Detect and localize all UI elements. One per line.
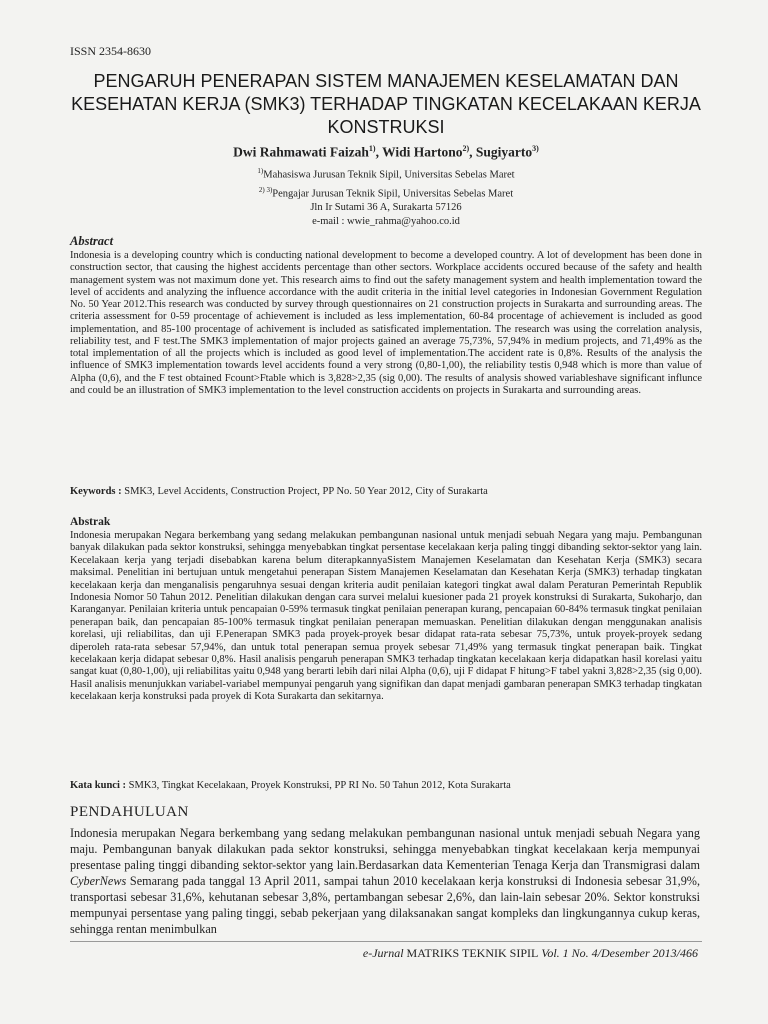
title-line-3: KONSTRUKSI bbox=[327, 117, 445, 137]
footer-suffix: Vol. 1 No. 4/Desember 2013/466 bbox=[538, 946, 698, 960]
author-1-marker: 1) bbox=[368, 144, 376, 153]
keywords bbox=[70, 486, 702, 497]
author-list: Dwi Rahmawati Faizah$^{1)}$, Widi Hartono$^{2)}$, Sugiyarto$^{3)}$ bbox=[233, 144, 539, 160]
kata-kunci-text: SMK3, Tingkat Kecelakaan, Proyek Konstruksi, PP RI No. 50 Tahun 2012, Kota Surakarta bbox=[126, 780, 511, 791]
address: Jln Ir Sutami 36 A, Surakarta 57126 bbox=[310, 202, 462, 213]
author-2-marker: 2) bbox=[462, 144, 470, 153]
affiliations bbox=[70, 164, 702, 229]
keywords-label: Keywords : bbox=[70, 486, 122, 497]
email: e-mail : wwie_rahma@yahoo.co.id bbox=[312, 216, 460, 227]
abstract-text: Indonesia is a developing country which is conducting national development to become a developed country. A lot of development has been done in construction sector, that causing the highest accidents percentage than other sectors. Workplace accidents occured because of the safety and health management system was not maximum done yet. This research aims to find out the safety management system and health implementation toward the level of accidents and analyzing the influence accordance with the audit criteria in the initial level categories in Indonesian Government Regulation No. 50 Year 2012.This research was conducted by survey through questionnaires on 21 construction projects in Surakarta and surrounding areas. The criteria assessment for 0-59 procentage of achievement is included as less implementation, 60-84 procentage of achievement is included as good implementation, and 85-100 procentage of achivement is included as satisficated implementation. The research was using the correlation analysis, reliability test, and F test.The SMK3 implementation of major projects gained an average 75,73%, 57,94% in medium projects, and 71,49% as the total implementation of all the projects which is included as good level of implementation.The accident rate is 0,8%. Results of the analysis the influence of SMK3 implementation towards level accidents found a very strong (0,80-1,00), the reliability testis 0,948 which is more than value of Alpha (0,6), and the F test obtained Fcount>Ftable which is 3,828>2,35 (sig 0,00). The results of analysis showed variableshave significant influnce and could be an illustration of SMK3 implementation to the level construction accidents on projects in Surakarta and surrounding areas. bbox=[70, 250, 702, 396]
author-3-marker: 3) bbox=[532, 144, 539, 153]
footer bbox=[363, 946, 698, 961]
pendahuluan-italic: CyberNews bbox=[70, 874, 127, 888]
affiliation-2 bbox=[70, 183, 702, 202]
title-line-1: PENGARUH PENERAPAN SISTEM MANAJEMEN KESELAMATAN DAN bbox=[93, 71, 679, 91]
affiliation-1-text: Mahasiswa Jurusan Teknik Sipil, Universitas Sebelas Maret bbox=[263, 169, 515, 181]
kata-kunci bbox=[70, 780, 702, 791]
footer-journal: MATRIKS TEKNIK SIPIL bbox=[406, 946, 539, 960]
abstract-heading: Abstract bbox=[70, 234, 114, 248]
issn-label: ISSN 2354-8630 bbox=[70, 44, 152, 58]
pendahuluan-text-2: Semarang pada tanggal 13 April 2011, sampai tahun 2010 kecelakaan kerja konstruksi di Indonesia sebesar 31,9%, transportasi sebesar 31,6%, kehutanan sebesar 3,8%, pertambangan sebesar 2,6%, dan lain-lain sebesar 20%. Sektor konstruksi mempunyai persentase yang paling tinggi, sebab pekerjaan yang dilaksanakan sangat kompleks dan lingkungannya cukup keras, sehingga rentan menimbulkan bbox=[70, 874, 700, 936]
kata-kunci-label: Kata kunci : bbox=[70, 780, 127, 791]
author-1: Dwi Rahmawati Faizah bbox=[233, 144, 369, 160]
pendahuluan-text-1: Indonesia merupakan Negara berkembang yang sedang melakukan pembangunan nasional untuk menjadi sebuah Negara yang maju. Pembangunan banyak dilakukan pada sektor konstruksi, sehingga menyebabkan tingkat kecelakaan kerja mempunyai presentase paling tinggi dibanding sektor-sektor yang lain.Berdasarkan data Kementerian Tenaga Kerja dan Transmigrasi dalam bbox=[70, 826, 700, 872]
affiliation-2-marker: 2) 3) bbox=[258, 185, 273, 194]
author-2: Widi Hartono bbox=[382, 144, 463, 160]
pendahuluan-text bbox=[70, 825, 700, 937]
keywords-text: SMK3, Level Accidents, Construction Project, PP No. 50 Year 2012, City of Surakarta bbox=[121, 486, 488, 497]
affiliation-1 bbox=[70, 164, 702, 183]
pendahuluan-heading: PENDAHULUAN bbox=[70, 804, 189, 820]
affiliation-1-marker: 1) bbox=[257, 167, 264, 175]
footer-prefix: e-Jurnal bbox=[362, 946, 407, 960]
paper-title bbox=[70, 70, 702, 139]
abstrak-text: Indonesia merupakan Negara berkembang yang sedang melakukan pembangunan nasional untuk menjadi sebuah Negara yang maju. Pembangunan banyak dilakukan pada sektor konstruksi, sehingga menyebabkan tingkat persentase kecelakaan kerja paling tinggi dibanding sektor-sektor yang lain. Kecelakaan kerja yang terjadi disebabkan karena belum diterapkannyaSistem Manajemen Keselamatan dan Kesehatan Kerja (SMK3) secara maksimal. Penelitian ini bertujuan untuk mengetahui penerapan Sistem Manajemen Keselamatan dan Kesehatan Kerja (SMK3) terhadap tingkatan kecelakaan kerja dan menganalisis pengaruhnya sesuai dengan kriteria audit penilaian kategori tingkat awal dalam Peraturan Pemerintah Republik Indonesia Nomor 50 Tahun 2012. Penelitian dilakukan dengan cara survei melalui kuesioner pada 21 proyek konstruksi di Surakarta, Sukoharjo, dan Karanganyar. Penilaian kriteria untuk pencapaian 0-59% termasuk tingkat penilaian penerapan kurang, pencapaian 60-84% termasuk tingkat penilaian penerapan baik, dan pencapaian 85-100% termasuk tingkat penilaian penerapan memuaskan. Penelitian dilakukan dengan menggunakan analisis korelasi, uji reliabilitas, dan uji F.Penerapan SMK3 pada proyek-proyek besar didapat rata-rata sebesar 75,73%, untuk proyek-proyek sedang diperoleh rata-rata sebesar 57,94%, dan untuk total penerapan semua proyek sebesar 71,49% yang termasuk tingkat penerapan baik. Tingkat kecelakaan kerja didapat sebesar 0,8%. Hasil analisis pengaruh penerapan SMK3 terhadap tingkatan kecelakaan kerja didapatkan hasil korelasi yaitu sangat kuat (0,80-1,00), uji reliabilitas yaitu 0,948 yang berarti lebih dari nilai Alpha (0,6), uji F didapat F hitung>F tabel yakni 3,828>2,35 (sig 0,00). Hasil analisis menunjukkan variabel-variabel mempunyai pengaruh yang signifikan dan dapat menjadi gambaran penerapan SMK3 terhadap tingkatan kecelakaan kerja konstruksi pada proyek di Kota Surakarta dan sekitarnya. bbox=[70, 530, 702, 703]
footer-rule bbox=[70, 941, 702, 942]
title-line-2: KESEHATAN KERJA (SMK3) TERHADAP TINGKATAN KECELAKAAN KERJA bbox=[71, 94, 701, 114]
author-3: Sugiyarto bbox=[475, 144, 533, 160]
abstrak-heading: Abstrak bbox=[70, 516, 111, 528]
affiliation-2-text: Pengajar Jurusan Teknik Sipil, Universitas Sebelas Maret bbox=[272, 188, 514, 199]
